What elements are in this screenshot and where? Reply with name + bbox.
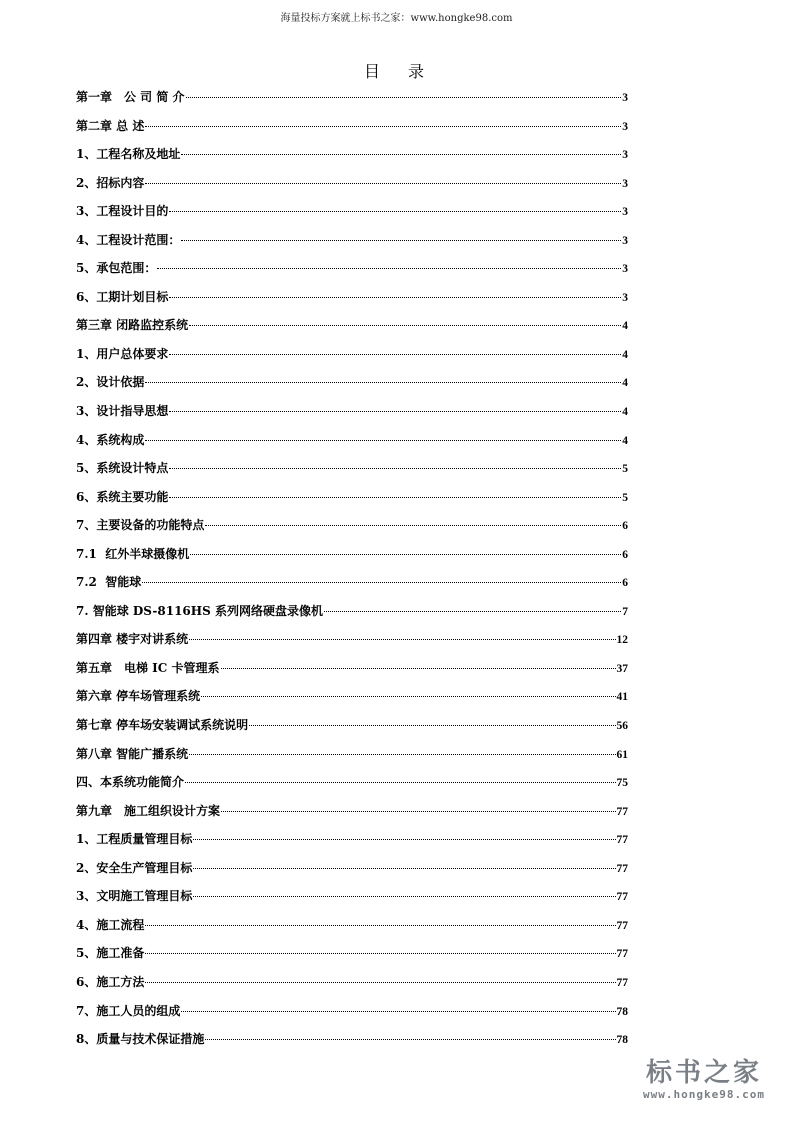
toc-leader-dots xyxy=(205,1039,615,1040)
toc-entry-page: 41 xyxy=(616,691,628,704)
toc-entry[interactable] xyxy=(76,115,628,144)
toc-leader-dots xyxy=(145,382,621,383)
toc-entry-label: 第六章 停车场管理系统 xyxy=(76,689,201,704)
toc-leader-dots xyxy=(201,696,615,697)
toc-entry[interactable] xyxy=(76,257,628,286)
toc-entry[interactable] xyxy=(76,371,628,400)
toc-entry[interactable] xyxy=(76,771,628,800)
toc-entry-page: 3 xyxy=(622,291,628,304)
toc-entry-page: 5 xyxy=(622,491,628,504)
toc-entry[interactable] xyxy=(76,600,628,629)
toc-entry-page: 4 xyxy=(622,320,628,333)
toc-entry-label: 7、施工人员的组成 xyxy=(76,1003,181,1018)
toc-entry-label: 5、承包范围： xyxy=(76,261,157,276)
toc-entry-page: 12 xyxy=(616,634,628,647)
toc-entry-page: 3 xyxy=(622,120,628,133)
toc-entry-page: 7 xyxy=(622,605,628,618)
toc-entry-label: 6、系统主要功能 xyxy=(76,489,169,504)
toc-entry-page: 4 xyxy=(622,377,628,390)
toc-leader-dots xyxy=(169,468,621,469)
toc-entry[interactable] xyxy=(76,571,628,600)
toc-leader-dots xyxy=(186,97,622,98)
toc-entry[interactable] xyxy=(76,743,628,772)
toc-entry-label: 第三章 闭路监控系统 xyxy=(76,318,189,333)
toc-entry[interactable] xyxy=(76,685,628,714)
toc-entry-page: 3 xyxy=(622,177,628,190)
toc-leader-dots xyxy=(142,582,621,583)
toc-entry-page: 3 xyxy=(622,149,628,162)
toc-entry-label: 7. 智能球 DS-8116HS 系列网络硬盘录像机 xyxy=(76,603,323,618)
toc-leader-dots xyxy=(185,782,615,783)
toc-entry[interactable] xyxy=(76,800,628,829)
toc-entry-page: 78 xyxy=(616,1034,628,1047)
toc-entry-label: 第二章 总 述 xyxy=(76,118,145,133)
toc-entry[interactable] xyxy=(76,885,628,914)
toc-entry[interactable] xyxy=(76,229,628,258)
toc-entry[interactable] xyxy=(76,714,628,743)
toc-entry-label: 3、工程设计目的 xyxy=(76,204,169,219)
toc-leader-dots xyxy=(324,611,621,612)
toc-entry-label: 第九章 施工组织设计方案 xyxy=(76,803,221,818)
toc-entry-page: 37 xyxy=(616,662,628,675)
toc-leader-dots xyxy=(189,639,615,640)
table-of-contents xyxy=(76,86,628,1057)
toc-entry-label: 四、本系统功能简介 xyxy=(76,775,185,790)
toc-entry-label: 6、施工方法 xyxy=(76,974,145,989)
toc-entry-label: 4、系统构成 xyxy=(76,432,145,447)
toc-entry-label: 3、设计指导思想 xyxy=(76,404,169,419)
toc-entry-label: 4、施工流程 xyxy=(76,917,145,932)
toc-entry[interactable] xyxy=(76,86,628,115)
toc-entry-page: 77 xyxy=(616,976,628,989)
toc-entry[interactable] xyxy=(76,457,628,486)
toc-leader-dots xyxy=(193,896,615,897)
toc-leader-dots xyxy=(181,154,621,155)
toc-entry[interactable] xyxy=(76,400,628,429)
toc-entry[interactable] xyxy=(76,657,628,686)
toc-entry-page: 4 xyxy=(622,348,628,361)
toc-entry-page: 77 xyxy=(616,891,628,904)
toc-entry-label: 第七章 停车场安装调试系统说明 xyxy=(76,718,249,733)
toc-entry[interactable] xyxy=(76,314,628,343)
toc-entry-page: 77 xyxy=(616,805,628,818)
toc-leader-dots xyxy=(145,126,621,127)
toc-entry[interactable] xyxy=(76,971,628,1000)
toc-entry-label: 4、工程设计范围： xyxy=(76,232,181,247)
toc-entry-page: 3 xyxy=(622,234,628,247)
toc-entry[interactable] xyxy=(76,514,628,543)
toc-leader-dots xyxy=(193,868,615,869)
toc-entry-page: 56 xyxy=(616,720,628,733)
toc-entry[interactable] xyxy=(76,628,628,657)
toc-entry[interactable] xyxy=(76,828,628,857)
toc-leader-dots xyxy=(145,440,621,441)
toc-entry[interactable] xyxy=(76,942,628,971)
toc-entry-page: 61 xyxy=(616,748,628,761)
toc-leader-dots xyxy=(145,183,621,184)
toc-entry-page: 4 xyxy=(622,406,628,419)
toc-entry-label: 7、主要设备的功能特点 xyxy=(76,518,205,533)
toc-entry-label: 第五章 电梯 IC 卡管理系 xyxy=(76,660,220,675)
toc-entry-label: 1、用户总体要求 xyxy=(76,346,169,361)
toc-entry-page: 5 xyxy=(622,463,628,476)
toc-entry[interactable] xyxy=(76,172,628,201)
toc-leader-dots xyxy=(249,725,615,726)
toc-entry-page: 77 xyxy=(616,834,628,847)
toc-entry[interactable] xyxy=(76,1000,628,1029)
toc-leader-dots xyxy=(169,297,621,298)
toc-entry[interactable] xyxy=(76,486,628,515)
toc-entry-page: 77 xyxy=(616,948,628,961)
toc-leader-dots xyxy=(193,839,615,840)
toc-entry-label: 2、招标内容 xyxy=(76,175,145,190)
toc-leader-dots xyxy=(205,525,621,526)
toc-entry[interactable] xyxy=(76,200,628,229)
toc-leader-dots xyxy=(169,354,621,355)
logo-title: 标书之家 xyxy=(645,1058,762,1088)
toc-entry[interactable] xyxy=(76,286,628,315)
toc-entry-label: 6、工期计划目标 xyxy=(76,289,169,304)
toc-leader-dots xyxy=(169,411,621,412)
toc-entry-label: 1、工程名称及地址 xyxy=(76,147,181,162)
page-header: 海量投标方案就上标书之家：www.hongke98.com xyxy=(280,13,513,24)
toc-entry[interactable] xyxy=(76,857,628,886)
toc-entry-page: 6 xyxy=(622,548,628,561)
toc-entry-label: 2、安全生产管理目标 xyxy=(76,860,193,875)
toc-entry-label: 5、系统设计特点 xyxy=(76,461,169,476)
toc-leader-dots xyxy=(221,668,616,669)
toc-leader-dots xyxy=(145,982,615,983)
page-title: 目录 xyxy=(363,62,452,81)
toc-entry-label: 第八章 智能广播系统 xyxy=(76,746,189,761)
toc-leader-dots xyxy=(169,211,621,212)
toc-entry[interactable] xyxy=(76,914,628,943)
toc-entry-page: 75 xyxy=(616,777,628,790)
toc-entry-label: 7.1 红外半球摄像机 xyxy=(76,546,190,561)
toc-leader-dots xyxy=(181,1011,615,1012)
toc-leader-dots xyxy=(169,497,621,498)
toc-entry[interactable] xyxy=(76,1028,628,1057)
toc-entry-page: 6 xyxy=(622,577,628,590)
toc-leader-dots xyxy=(145,953,615,954)
toc-entry-label: 3、文明施工管理目标 xyxy=(76,889,193,904)
toc-entry[interactable] xyxy=(76,429,628,458)
toc-leader-dots xyxy=(181,240,621,241)
toc-entry-page: 3 xyxy=(622,263,628,276)
toc-entry-page: 78 xyxy=(616,1005,628,1018)
toc-entry[interactable] xyxy=(76,543,628,572)
toc-entry[interactable] xyxy=(76,343,628,372)
toc-leader-dots xyxy=(190,554,621,555)
toc-leader-dots xyxy=(145,925,615,926)
toc-entry-page: 77 xyxy=(616,862,628,875)
toc-entry-page: 6 xyxy=(622,520,628,533)
toc-leader-dots xyxy=(157,268,621,269)
toc-entry-page: 4 xyxy=(622,434,628,447)
toc-leader-dots xyxy=(221,811,615,812)
toc-entry[interactable] xyxy=(76,143,628,172)
toc-entry-label: 8、质量与技术保证措施 xyxy=(76,1032,205,1047)
toc-entry-label: 5、施工准备 xyxy=(76,946,145,961)
toc-leader-dots xyxy=(189,325,621,326)
toc-entry-page: 77 xyxy=(616,919,628,932)
toc-entry-label: 第四章 楼宇对讲系统 xyxy=(76,632,189,647)
toc-entry-page: 3 xyxy=(622,206,628,219)
logo-url: www.hongke98.com xyxy=(643,1088,765,1101)
watermark-logo xyxy=(629,1058,779,1110)
toc-entry-label: 7.2 智能球 xyxy=(76,575,142,590)
toc-entry-label: 第一章 公 司 简 介 xyxy=(76,90,185,104)
toc-entry-label: 2、设计依据 xyxy=(76,375,145,390)
toc-leader-dots xyxy=(189,754,615,755)
toc-entry-page: 3 xyxy=(622,92,628,104)
toc-entry-label: 1、工程质量管理目标 xyxy=(76,832,193,847)
